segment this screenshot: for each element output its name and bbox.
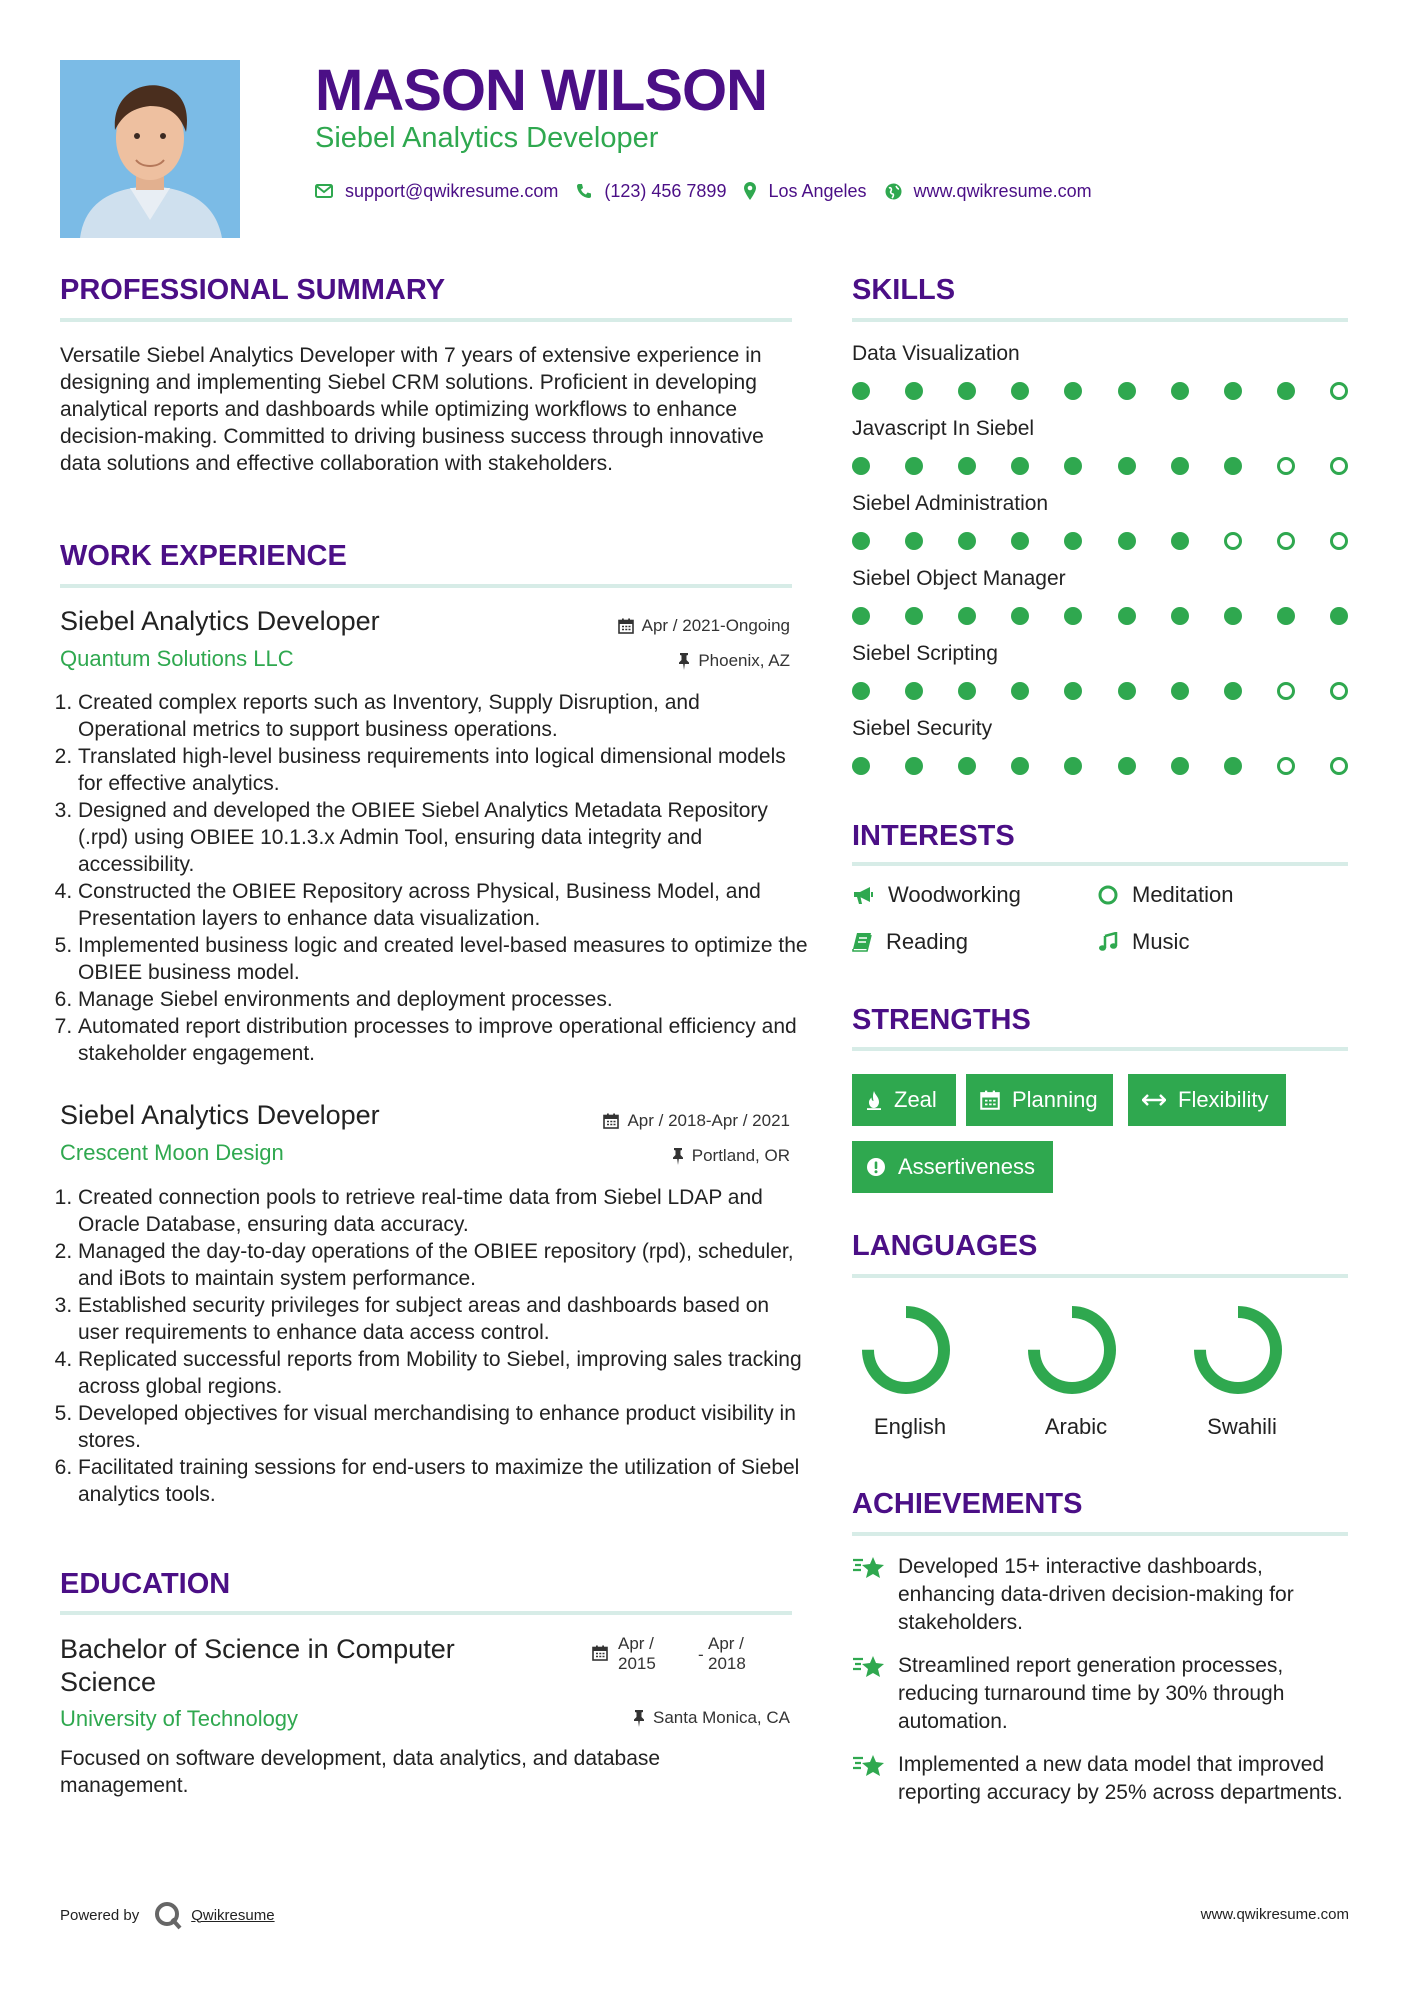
summary-heading: PROFESSIONAL SUMMARY [60, 274, 446, 306]
skill-dot-filled [1011, 757, 1029, 775]
pin-icon [678, 653, 690, 670]
language-label: English [873, 1414, 947, 1439]
phone-text: (123) 456 7899 [604, 180, 727, 201]
job-date: Apr / 2021-Ongoing [618, 616, 790, 636]
skill-dot-filled [852, 382, 870, 400]
interests-divider [852, 862, 1348, 866]
skill-name: Siebel Administration [852, 492, 1049, 515]
skill-dot-filled [1224, 607, 1242, 625]
education-start-date: Apr / 2015 [618, 1634, 656, 1673]
skill-dot-filled [1171, 682, 1189, 700]
skill-dot-filled [1011, 382, 1029, 400]
language-ring [1192, 1304, 1284, 1396]
skill-dot-filled [1064, 757, 1082, 775]
work-heading: WORK EXPERIENCE [60, 540, 347, 572]
contact-bar [315, 176, 1110, 206]
languages-divider [852, 1274, 1348, 1278]
pin-icon [672, 1148, 684, 1165]
degree-title: Bachelor of Science in Computer Science [60, 1634, 455, 1697]
skill-dot-filled [1118, 757, 1136, 775]
list-item: 4. Constructed the OBIEE Repository across Physical, Business Model, and Presentation layers to enhance data visualization. [78, 878, 810, 932]
language-progress-arc [1200, 1312, 1276, 1388]
skill-dot-filled [1224, 457, 1242, 475]
skill-dot-filled [1118, 382, 1136, 400]
skill-dot-filled [852, 457, 870, 475]
skill-dot-empty [1277, 757, 1295, 775]
skill-name: Siebel Scripting [852, 642, 998, 665]
job-bullets [60, 1184, 810, 1508]
achievement-item: Developed 15+ interactive dashboards, enhancing data-driven decision-making for stakeholders. [852, 1553, 1352, 1637]
skill-dot-filled [1064, 607, 1082, 625]
globe-icon [885, 183, 902, 200]
skill-dot-empty [1330, 457, 1348, 475]
shooting-star-icon [852, 1753, 886, 1779]
circle-icon [1098, 885, 1118, 905]
website-contact[interactable] [885, 181, 1092, 202]
skill-dot-filled [1277, 382, 1295, 400]
skill-dot-filled [1171, 457, 1189, 475]
skill-rating [852, 757, 1348, 777]
interest-item: Reading [852, 929, 968, 955]
skill-dot-filled [905, 757, 923, 775]
list-item: 5. Developed objectives for visual merchandising to enhance product visibility in stores. [78, 1400, 810, 1454]
skill-dot-filled [1118, 457, 1136, 475]
qwikresume-link[interactable]: Qwikresume [191, 1906, 275, 1924]
skill-dot-filled [958, 757, 976, 775]
skill-dot-filled [1064, 382, 1082, 400]
company-name: Quantum Solutions LLC [60, 646, 294, 671]
job-title: Siebel Analytics Developer [60, 1100, 380, 1130]
skill-dot-filled [1064, 682, 1082, 700]
list-item: 6. Manage Siebel environments and deployment processes. [78, 986, 810, 1013]
skill-dot-filled [1330, 607, 1348, 625]
calendar-icon [592, 1645, 608, 1661]
skill-dot-filled [905, 607, 923, 625]
location-contact [744, 181, 866, 202]
phone-contact[interactable] [576, 181, 726, 202]
skill-dot-filled [852, 607, 870, 625]
achievements-divider [852, 1532, 1348, 1536]
envelope-icon [315, 184, 333, 198]
qwikresume-logo-icon [153, 1900, 183, 1930]
skills-heading: SKILLS [852, 274, 956, 306]
skill-name: Data Visualization [852, 342, 1020, 365]
strengths-heading: STRENGTHS [852, 1004, 1031, 1036]
strength-tag: Zeal [852, 1074, 956, 1126]
shooting-star-icon [852, 1555, 886, 1581]
calendar-icon [618, 618, 634, 634]
strength-tag: Planning [966, 1074, 1113, 1126]
arrows-horizontal-icon [1142, 1093, 1166, 1107]
music-icon [1098, 932, 1118, 952]
skill-dot-filled [905, 682, 923, 700]
skill-dot-filled [958, 607, 976, 625]
company-name: Crescent Moon Design [60, 1140, 284, 1165]
language-ring [860, 1304, 952, 1396]
calendar-icon [980, 1090, 1000, 1110]
interest-item: Woodworking [852, 882, 1021, 908]
education-location: Santa Monica, CA [633, 1708, 790, 1728]
skill-dot-filled [852, 682, 870, 700]
language-label: Swahili [1207, 1414, 1277, 1439]
education-description: Focused on software development, data analytics, and database management. [60, 1747, 661, 1797]
summary-divider [60, 318, 792, 322]
job-title: Siebel Analytics Developer [60, 606, 380, 636]
book-icon [852, 932, 872, 952]
language-progress-arc [1034, 1312, 1110, 1388]
phone-icon [576, 183, 592, 199]
skill-name: Siebel Object Manager [852, 567, 1066, 590]
education-date-separator: - [698, 1645, 704, 1664]
languages-heading: LANGUAGES [852, 1230, 1038, 1262]
skill-dot-filled [958, 457, 976, 475]
skill-dot-filled [1171, 382, 1189, 400]
footer-website[interactable]: www.qwikresume.com [1200, 1906, 1349, 1923]
skill-dot-empty [1277, 457, 1295, 475]
skill-dot-filled [958, 532, 976, 550]
skill-name: Javascript In Siebel [852, 417, 1035, 440]
bullhorn-icon [852, 885, 874, 905]
skill-dot-filled [905, 382, 923, 400]
job-location: Portland, OR [672, 1146, 790, 1166]
interest-item: Meditation [1098, 882, 1234, 908]
skill-dot-empty [1330, 757, 1348, 775]
list-item: 3. Designed and developed the OBIEE Siebel Analytics Metadata Repository (.rpd) using OBIEE 10.1.3.x Admin Tool, ensuring data integrity and accessibility. [78, 797, 810, 878]
skill-dot-empty [1277, 532, 1295, 550]
interest-item: Music [1098, 929, 1189, 955]
strength-tag: Flexibility [1128, 1074, 1286, 1126]
language-label: Arabic [1044, 1414, 1108, 1439]
skill-dot-filled [852, 757, 870, 775]
skill-dot-filled [852, 532, 870, 550]
list-item: 1. Created connection pools to retrieve real-time data from Siebel LDAP and Oracle Database, ensuring data accuracy. [78, 1184, 810, 1238]
skill-dot-filled [958, 682, 976, 700]
skill-dot-filled [1011, 532, 1029, 550]
strengths-divider [852, 1047, 1348, 1051]
skill-rating [852, 457, 1348, 477]
list-item: 2. Translated high-level business requirements into logical dimensional models for effective analytics. [78, 743, 810, 797]
skill-dot-filled [1011, 607, 1029, 625]
strength-tag: Assertiveness [852, 1141, 1053, 1193]
education-divider [60, 1611, 792, 1615]
skill-dot-filled [1118, 532, 1136, 550]
skill-name: Siebel Security [852, 717, 993, 740]
email-text: support@qwikresume.com [345, 180, 559, 201]
job-date: Apr / 2018-Apr / 2021 [603, 1111, 790, 1131]
skill-dot-filled [1224, 682, 1242, 700]
summary-text: Versatile Siebel Analytics Developer with 7 years of extensive experience in designing and implementing Siebel CRM solutions. Proficient in developing analytical reports and dashboards while optimizing workflows to enhance decision-making. Committed to driving business success through innovative data solutions and effective collaboration with stakeholders. [60, 344, 764, 475]
skill-rating [852, 382, 1348, 402]
list-item: 3. Established security privileges for subject areas and dashboards based on user requirements to enhance data access control. [78, 1292, 810, 1346]
skill-dot-filled [1224, 382, 1242, 400]
interests-heading: INTERESTS [852, 820, 1015, 852]
website-text: www.qwikresume.com [913, 180, 1092, 201]
skill-dot-empty [1224, 532, 1242, 550]
language-progress-arc [868, 1312, 944, 1388]
skill-dot-filled [1011, 682, 1029, 700]
list-item: 1. Created complex reports such as Inventory, Supply Disruption, and Operational metrics to support business operations. [78, 689, 810, 743]
calendar-icon [603, 1113, 619, 1129]
list-item: 7. Automated report distribution processes to improve operational efficiency and stakeholder engagement. [78, 1013, 810, 1067]
skill-rating [852, 532, 1348, 552]
skill-dot-filled [1171, 532, 1189, 550]
list-item: 4. Replicated successful reports from Mobility to Siebel, improving sales tracking across global regions. [78, 1346, 810, 1400]
skill-dot-empty [1330, 682, 1348, 700]
list-item: 6. Facilitated training sessions for end-users to maximize the utilization of Siebel analytics tools. [78, 1454, 810, 1508]
achievement-item: Implemented a new data model that improved reporting accuracy by 25% across departments. [852, 1751, 1352, 1807]
shooting-star-icon [852, 1654, 886, 1680]
education-heading: EDUCATION [60, 1568, 231, 1600]
list-item: 5. Implemented business logic and created level-based measures to optimize the OBIEE business model. [78, 932, 810, 986]
school-name: University of Technology [60, 1706, 299, 1731]
skill-dot-filled [1064, 457, 1082, 475]
exclamation-icon [866, 1157, 886, 1177]
skill-dot-filled [958, 382, 976, 400]
list-item: 2. Managed the day-to-day operations of the OBIEE repository (rpd), scheduler, and iBots to maintain system performance. [78, 1238, 810, 1292]
skill-dot-filled [905, 532, 923, 550]
profile-photo [60, 60, 240, 238]
candidate-role: Siebel Analytics Developer [315, 122, 659, 154]
language-ring [1026, 1304, 1118, 1396]
skill-dot-filled [1171, 607, 1189, 625]
candidate-name: MASON WILSON [315, 58, 767, 123]
skill-rating [852, 607, 1348, 627]
email-contact[interactable] [315, 181, 558, 202]
skill-dot-empty [1330, 382, 1348, 400]
footer-powered-by: Powered by Qwikresume [60, 1900, 275, 1930]
skill-dot-filled [1064, 532, 1082, 550]
skill-dot-filled [1011, 457, 1029, 475]
education-end-date: Apr / 2018 [708, 1634, 746, 1673]
skill-dot-empty [1330, 532, 1348, 550]
fire-icon [866, 1090, 882, 1110]
skill-dot-filled [1118, 682, 1136, 700]
job-location: Phoenix, AZ [678, 651, 790, 671]
skill-dot-filled [905, 457, 923, 475]
skill-dot-empty [1277, 682, 1295, 700]
skill-dot-filled [1224, 757, 1242, 775]
work-divider [60, 584, 792, 588]
pin-icon [633, 1710, 645, 1727]
job-bullets [60, 689, 810, 1067]
skill-dot-filled [1171, 757, 1189, 775]
skill-dot-filled [1118, 607, 1136, 625]
map-marker-icon [744, 182, 756, 200]
skill-rating [852, 682, 1348, 702]
achievement-item: Streamlined report generation processes, reducing turnaround time by 30% through automation. [852, 1652, 1352, 1736]
achievements-heading: ACHIEVEMENTS [852, 1488, 1083, 1520]
location-text: Los Angeles [768, 180, 867, 201]
skill-dot-filled [1277, 607, 1295, 625]
skills-divider [852, 318, 1348, 322]
